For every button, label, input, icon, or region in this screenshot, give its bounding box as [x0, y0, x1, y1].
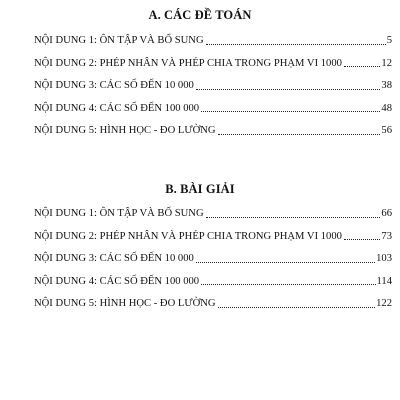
section-heading-solutions: B. BÀI GIẢI	[165, 182, 235, 196]
toc-entry-title: NỘI DUNG 4: CÁC SỐ ĐẾN 100 000	[34, 102, 200, 114]
toc-list-problems	[34, 30, 392, 143]
section-heading-problems: A. CÁC ĐỀ TOÁN	[148, 8, 252, 22]
dot-leader	[196, 88, 381, 90]
toc-entry-title: NỘI DUNG 3: CÁC SỐ ĐẾN 10 000	[34, 253, 194, 264]
toc-entry[interactable]	[34, 53, 392, 76]
toc-entry-title: NỘI DUNG 1: ÔN TẬP VÀ BỔ SUNG	[34, 208, 204, 219]
toc-entry[interactable]	[34, 293, 392, 316]
toc-list-solutions	[34, 203, 392, 316]
dot-leader	[201, 110, 380, 112]
toc-entry-page-number: 5	[386, 35, 392, 46]
toc-entry[interactable]	[34, 203, 392, 226]
toc-entry-page-number: 48	[381, 102, 392, 114]
toc-entry-page-number: 66	[381, 208, 392, 219]
toc-entry[interactable]	[34, 30, 392, 53]
toc-entry-title: NỘI DUNG 5: HÌNH HỌC - ĐO LƯỜNG	[34, 298, 216, 309]
toc-entry[interactable]	[34, 271, 392, 294]
toc-entry-title: NỘI DUNG 5: HÌNH HỌC - ĐO LƯỜNG	[34, 125, 216, 136]
toc-entry-page-number: 122	[376, 298, 392, 309]
dot-leader	[206, 43, 386, 45]
toc-entry[interactable]	[34, 248, 392, 271]
toc-entry-title: NỘI DUNG 2: PHÉP NHÂN VÀ PHÉP CHIA TRONG PHẠM VI 1000	[34, 230, 342, 242]
dot-leader	[218, 306, 376, 308]
toc-entry-page-number: 56	[381, 125, 392, 136]
toc-entry[interactable]	[34, 226, 392, 249]
toc-entry[interactable]	[34, 120, 392, 143]
toc-entry-page-number: 114	[376, 275, 392, 287]
toc-entry-title: NỘI DUNG 4: CÁC SỐ ĐẾN 100 000	[34, 275, 200, 287]
toc-entry-title: NỘI DUNG 1: ÔN TẬP VÀ BỔ SUNG	[34, 35, 204, 46]
dot-leader	[196, 261, 375, 263]
dot-leader	[218, 133, 381, 135]
toc-entry-page-number: 73	[381, 230, 392, 242]
toc-entry[interactable]	[34, 98, 392, 121]
toc-entry[interactable]	[34, 75, 392, 98]
toc-entry-page-number: 38	[381, 80, 392, 91]
toc-entry-page-number: 103	[376, 253, 392, 264]
toc-entry-title: NỘI DUNG 2: PHÉP NHÂN VÀ PHÉP CHIA TRONG PHẠM VI 1000	[34, 57, 342, 69]
dot-leader	[206, 216, 381, 218]
dot-leader	[344, 238, 380, 240]
dot-leader	[201, 283, 375, 285]
toc-entry-title: NỘI DUNG 3: CÁC SỐ ĐẾN 10 000	[34, 80, 194, 91]
toc-entry-page-number: 12	[381, 57, 392, 69]
dot-leader	[344, 65, 380, 67]
